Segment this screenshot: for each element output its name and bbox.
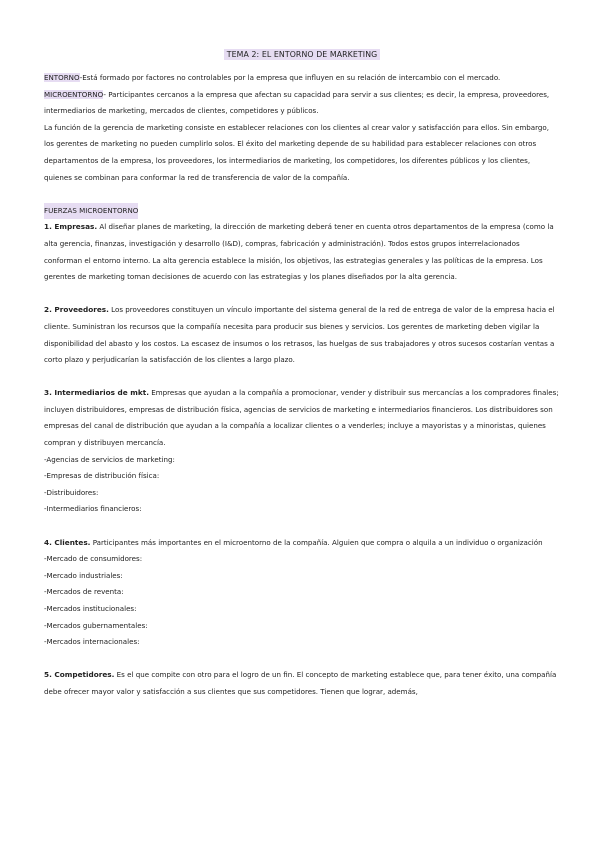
list-item: -Mercado de consumidores:: [44, 554, 143, 564]
section-clientes: [44, 535, 560, 552]
section-intermediarios-heading: 3. Intermediarios de mkt.: [44, 388, 149, 398]
list-item: -Mercado industriales:: [44, 570, 123, 580]
section-clientes-text: Participantes más importantes en el microentorno de la compañía. Alguien que compra o alquila a un individuo o organización: [90, 537, 543, 547]
section-empresas-heading: 1. Empresas.: [44, 222, 98, 232]
list-item: -Mercados institucionales:: [44, 604, 137, 613]
section-empresas-text: Al diseñar planes de marketing, la dirección de marketing deberá tener en cuenta otros departamentos de la empresa (como la alta gerencia, finanzas, investigación y desarrollo (I&D), compras, fabricación y administración). Todos estos grupos interrelacionados conforman el entorno interno. La alta gerencia establece la misión, los objetivos, las estrategias generales y las políticas de la empresa. Los gerentes de marketing toman decisiones de acuerdo con las estrategias y los planes diseñados por la alta gerencia.: [44, 222, 554, 282]
section-clientes-heading: 4. Clientes.: [44, 537, 91, 547]
list-item: -Distribuidores:: [44, 487, 99, 497]
list-item: -Agencias de servicios de marketing:: [44, 454, 175, 464]
list-item: -Empresas de distribución física:: [44, 471, 160, 481]
section-proveedores-text: Los proveedores constituyen un vínculo importante del sistema general de la red de entrega de valor de la empresa hacia el cliente. Suministran los recursos que la compañía necesita para producir sus bienes y servicios. Los gerentes de marketing deben vigilar la disponibilidad del abasto y los costos. La escasez de insumos o los retrasos, las huelgas de sus trabajadores y otros sucesos costarían ventas a corto plazo y perjudicarían la satisfacción de los clientes a largo plazo.: [44, 305, 555, 365]
entorno-term: ENTORNO: [44, 73, 80, 82]
microentorno-text: - Participantes cercanos a la empresa que afectan su capacidad para servir a sus clientes; es decir, la empresa, proveedores, intermediarios de marketing, mercados de clientes, competidores y públicos.: [44, 89, 550, 116]
section-competidores: [44, 667, 560, 700]
list-item: -Mercados de reventa:: [44, 587, 124, 597]
forces-heading: FUERZAS MICROENTORNO: [44, 203, 138, 220]
entorno-definition: [44, 70, 560, 87]
forces-heading-line: [44, 203, 560, 220]
marketing-function-paragraph: La función de la gerencia de marketing consiste en establecer relaciones con los clientes al crear valor y satisfacción para ellos. Sin embargo, los gerentes de marketing no pueden cumplirlo solos. El éxito del marketing depende de su habilidad para establecer relaciones con otros departamentos de la empresa, los proveedores, los intermediarios de marketing, los competidores, los diferentes públicos y los clientes, quienes se combinan para conformar la red de transferencia de valor de la compañía.: [44, 122, 550, 182]
section-intermediarios: [44, 385, 560, 451]
section-proveedores-heading: 2. Proveedores.: [44, 305, 109, 315]
entorno-text: -Está formado por factores no controlables por la empresa que influyen en su relación de intercambio con el mercado.: [79, 73, 501, 82]
section-proveedores: [44, 302, 560, 368]
title-container: [44, 42, 560, 62]
section-intermediarios-text: Empresas que ayudan a la compañía a promocionar, vender y distribuir sus mercancías a los compradores finales; incluyen distribuidores, empresas de distribución física, agencias de servicios de marketing e intermediarios financieros. Los distribuidores son empresas del canal de distribución que ayudan a la compañía a localizar clientes o a venderles; incluye a mayoristas y a minoristas, quienes compran y distribuyen mercancía.: [44, 388, 559, 448]
clientes-list: [44, 551, 560, 651]
section-empresas: [44, 219, 560, 285]
section-competidores-text: Es el que compite con otro para el logro de un fin. El concepto de marketing establece que, para tener éxito, una compañía debe ofrecer mayor valor y satisfacción a sus clientes que sus competidores. Tienen que lograr, además,: [44, 670, 557, 696]
microentorno-definition: [44, 87, 560, 120]
section-competidores-heading: 5. Competidores.: [44, 670, 115, 680]
list-item: -Intermediarios financieros:: [44, 504, 142, 514]
page-title: TEMA 2: EL ENTORNO DE MARKETING: [224, 49, 381, 60]
list-item: -Mercados internacionales:: [44, 637, 140, 647]
list-item: -Mercados gubernamentales:: [44, 620, 148, 630]
intermediarios-list: [44, 452, 560, 518]
microentorno-term: MICROENTORNO: [44, 89, 104, 99]
